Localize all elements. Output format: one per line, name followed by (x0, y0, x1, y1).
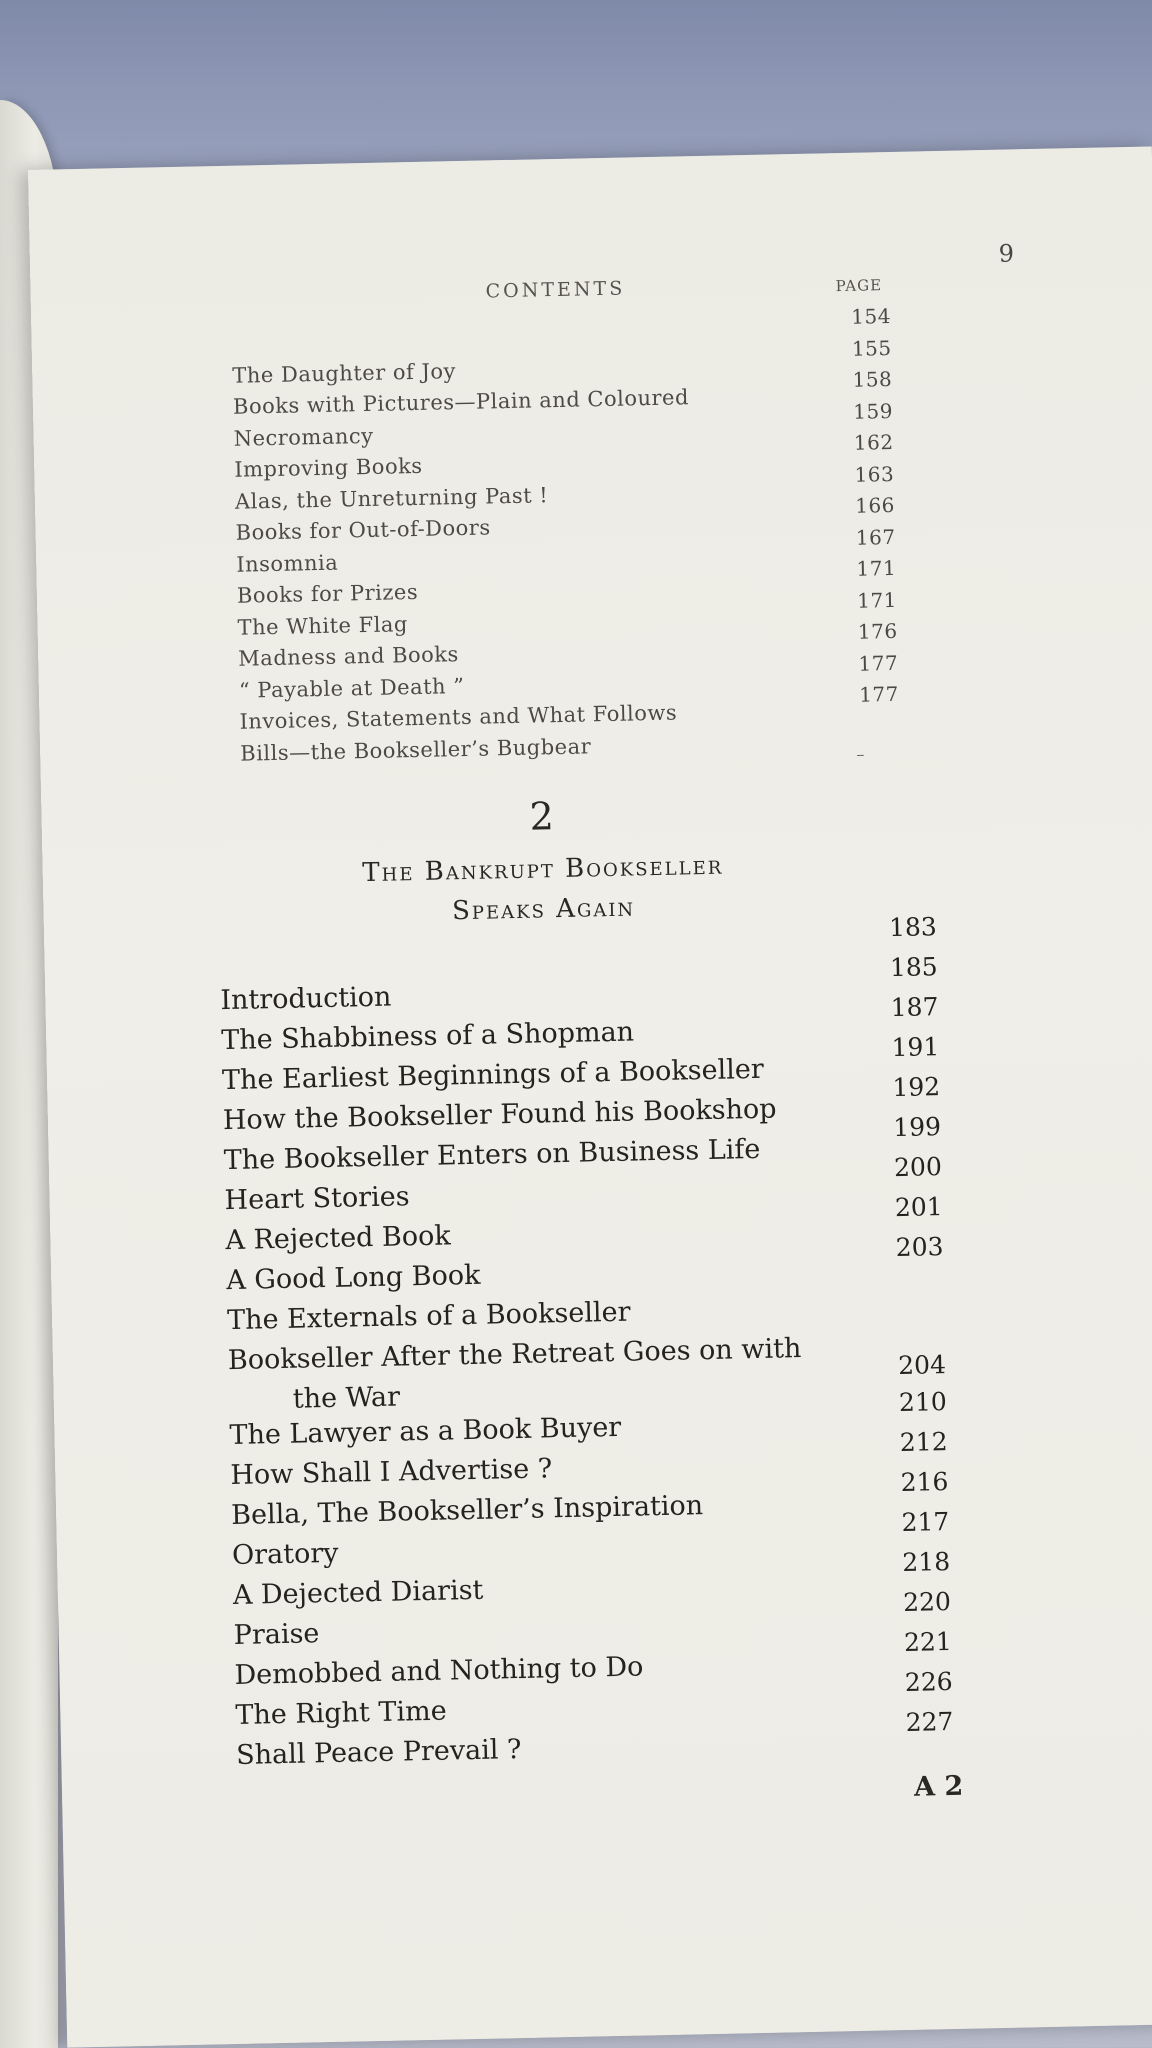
toc-entry-title-continued: the War (292, 1381, 401, 1415)
toc-entry-page: 210 (898, 1387, 948, 1418)
toc-entry-page: 187 (890, 992, 939, 1023)
toc-entry-page: 204 (897, 1350, 947, 1381)
toc-entry-page: 200 (893, 1152, 943, 1183)
toc-entry-page: 221 (903, 1626, 953, 1657)
toc-entry-title: Demobbed and Nothing to Do (234, 1651, 644, 1692)
toc-entry-title: The Daughter of Joy (232, 358, 457, 388)
toc-entry-page: 217 (901, 1507, 950, 1537)
toc-entry-page: 159 (852, 398, 894, 424)
toc-entry-title: Shall Peace Prevail ? (235, 1734, 522, 1771)
contents-heading: CONTENTS (485, 277, 626, 303)
toc-entry-page: 192 (892, 1072, 941, 1103)
toc-entry-page: 216 (900, 1467, 949, 1498)
toc-entry-title: Bella, The Bookseller’s Inspiration (230, 1490, 704, 1532)
toc-entry-title: How Shall I Advertise ? (230, 1453, 553, 1492)
toc-entry-title: Books for Prizes (236, 579, 419, 608)
toc-entry-page: 177 (858, 650, 899, 676)
toc-entry-title: Madness and Books (238, 642, 460, 671)
toc-entry-page: 191 (891, 1032, 940, 1063)
toc-entry-title: Invoices, Statements and What Follows (239, 700, 678, 734)
toc-entry-page: 176 (857, 618, 898, 644)
toc-entry-page: 203 (895, 1232, 944, 1263)
toc-entry-page: 226 (904, 1666, 953, 1697)
toc-entry-title: A Dejected Diarist (232, 1574, 484, 1612)
toc-entry-title: The Bookseller Enters on Business Life (223, 1133, 761, 1177)
toc-entry-title: The Shabbiness of a Shopman (220, 1016, 635, 1057)
toc-entry-page: 171 (856, 587, 898, 613)
toc-entry-title: Books with Pictures—Plain and Coloured (232, 385, 690, 419)
toc-entry-title: “ Payable at Death ” (238, 673, 465, 703)
toc-entry-page: 171 (856, 555, 897, 581)
section-marker: – (856, 744, 865, 764)
toc-entry-title: Improving Books (234, 453, 423, 482)
toc-entry-page: 218 (902, 1546, 951, 1577)
toc-entry-title: Alas, the Unreturning Past ! (234, 482, 549, 514)
toc-entry-title: Bills—the Bookseller’s Bugbear (240, 733, 592, 766)
toc-entry-page: 166 (854, 492, 896, 518)
toc-entry-title: The Right Time (235, 1695, 447, 1731)
toc-entry-title: A Good Long Book (225, 1259, 481, 1297)
toc-entry-title: Necromancy (233, 423, 374, 451)
toc-entry-title: The Externals of a Bookseller (226, 1296, 631, 1337)
signature-mark: A 2 (913, 1770, 964, 1803)
part-title-line-1: The Bankrupt Bookseller (361, 850, 724, 889)
toc-entry-title: Insomnia (236, 550, 339, 577)
contents-list-section-2 (219, 912, 1086, 1771)
contents-list-section-1 (231, 303, 960, 766)
page-column-label: PAGE (835, 276, 883, 296)
page-content (28, 146, 1152, 2047)
toc-entry-page: 177 (858, 681, 900, 707)
toc-entry-page: 158 (852, 366, 893, 392)
toc-entry-title: How the Bookseller Found his Bookshop (222, 1093, 777, 1137)
toc-entry-page: 154 (851, 303, 892, 329)
toc-entry-title: The Earliest Beginnings of a Bookseller (221, 1053, 765, 1097)
toc-entry-page: 220 (902, 1586, 952, 1617)
toc-entry-title: A Rejected Book (225, 1220, 452, 1257)
toc-entry-page: 183 (888, 912, 938, 943)
part-title-line-2: Speaks Again (451, 892, 636, 927)
toc-entry-title: Books for Out-of-Doors (235, 515, 491, 545)
toc-entry-page: 212 (899, 1427, 948, 1458)
toc-entry-page: 185 (889, 952, 938, 983)
toc-entry-page: 199 (892, 1112, 942, 1143)
toc-entry-title: Introduction (220, 981, 392, 1017)
toc-entry-title: The Lawyer as a Book Buyer (229, 1411, 622, 1452)
toc-entry-title: Heart Stories (224, 1181, 410, 1217)
page-number: 9 (998, 239, 1015, 268)
toc-entry-page: 167 (855, 524, 896, 550)
toc-entry-page: 163 (854, 461, 895, 487)
toc-entry-title: Oratory (231, 1537, 339, 1572)
toc-entry-title: Bookseller After the Retreat Goes on with (227, 1333, 802, 1377)
toc-entry-page: 155 (851, 335, 892, 361)
toc-entry-page: 201 (894, 1192, 943, 1223)
toc-entry-page: 227 (905, 1706, 954, 1737)
book-page (28, 146, 1152, 2047)
toc-entry-page: 162 (853, 429, 894, 455)
part-number: 2 (529, 794, 555, 839)
toc-entry-title: The White Flag (237, 611, 409, 640)
toc-entry-title: Praise (233, 1618, 320, 1652)
